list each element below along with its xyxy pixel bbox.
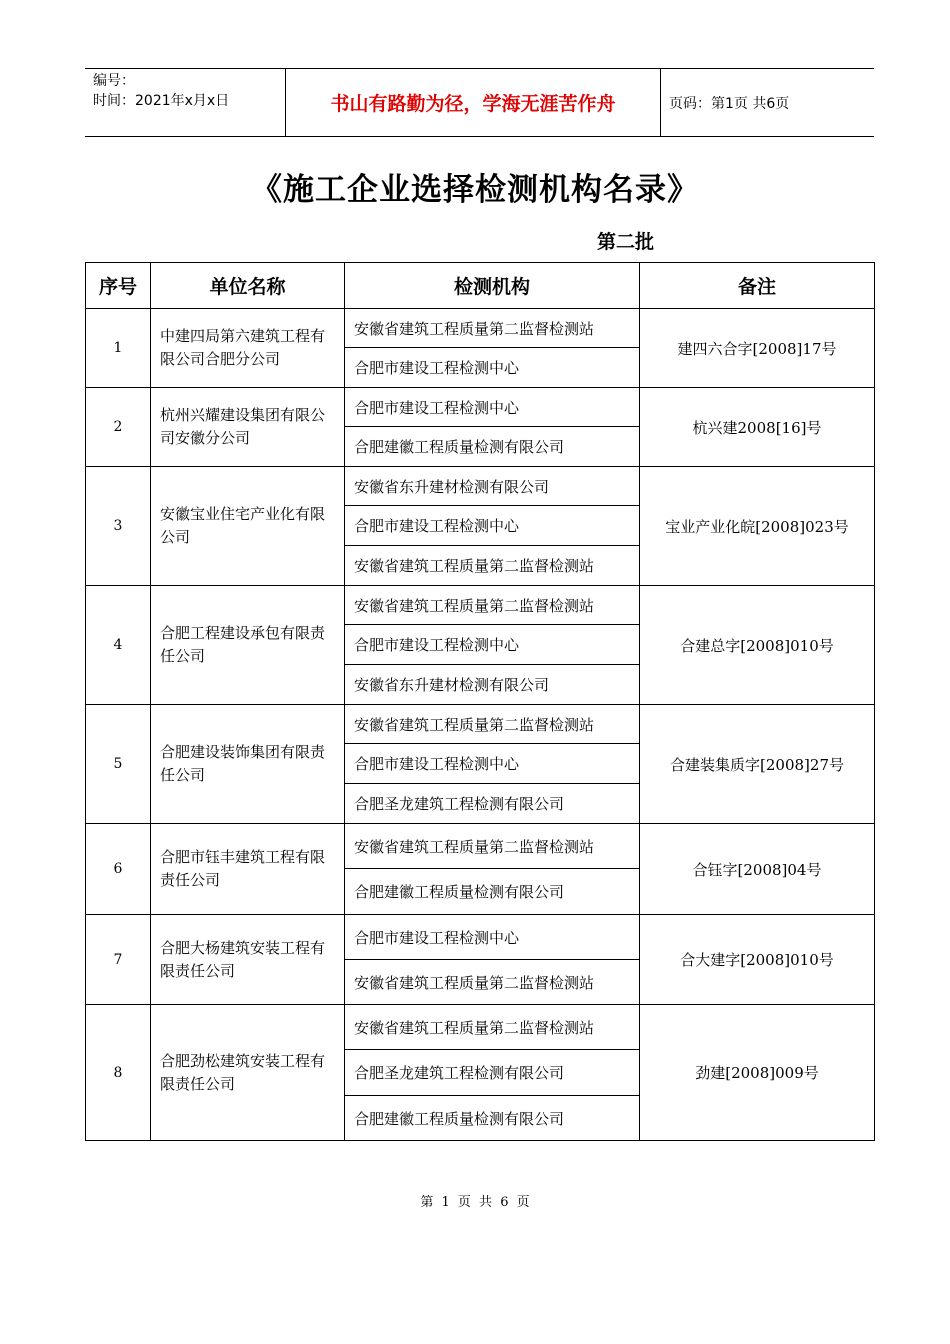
row-unit-name: 合肥大杨建筑安装工程有限责任公司 xyxy=(151,915,345,1005)
row-institution: 合肥圣龙建筑工程检测有限公司 xyxy=(345,784,640,824)
row-note: 合建装集质字[2008]27号 xyxy=(640,705,875,824)
row-institution: 安徽省建筑工程质量第二监督检测站 xyxy=(345,309,640,348)
document-title: 《施工企业选择检测机构名录》 xyxy=(251,172,699,208)
row-institution: 安徽省东升建材检测有限公司 xyxy=(345,467,640,506)
row-note: 宝业产业化皖[2008]023号 xyxy=(640,467,875,586)
row-institution: 合肥市建设工程检测中心 xyxy=(345,506,640,546)
column-header-institution: 检测机构 xyxy=(345,263,640,309)
row-note: 劲建[2008]009号 xyxy=(640,1005,875,1141)
table-row xyxy=(86,915,875,960)
institution-table xyxy=(85,262,875,1141)
table-row xyxy=(86,467,875,506)
row-institution: 合肥市建设工程检测中心 xyxy=(345,915,640,960)
row-seq: 7 xyxy=(86,915,151,1005)
row-seq: 5 xyxy=(86,705,151,824)
row-seq: 4 xyxy=(86,586,151,705)
row-note: 合建总字[2008]010号 xyxy=(640,586,875,705)
row-seq: 1 xyxy=(86,309,151,388)
row-institution: 合肥市建设工程检测中心 xyxy=(345,625,640,665)
row-institution: 合肥市建设工程检测中心 xyxy=(345,744,640,784)
row-institution: 合肥建徽工程质量检测有限公司 xyxy=(345,869,640,915)
row-seq: 6 xyxy=(86,824,151,915)
row-institution: 合肥市建设工程检测中心 xyxy=(345,388,640,427)
row-institution: 安徽省建筑工程质量第二监督检测站 xyxy=(345,824,640,869)
table-header-row xyxy=(86,263,875,309)
table-row xyxy=(86,1005,875,1050)
table-row xyxy=(86,388,875,427)
row-institution: 安徽省建筑工程质量第二监督检测站 xyxy=(345,1005,640,1050)
header-meta xyxy=(85,69,285,136)
row-institution: 安徽省建筑工程质量第二监督检测站 xyxy=(345,546,640,586)
row-institution: 合肥建徽工程质量检测有限公司 xyxy=(345,1096,640,1141)
row-note: 杭兴建2008[16]号 xyxy=(640,388,875,467)
table-row xyxy=(86,824,875,869)
row-seq: 8 xyxy=(86,1005,151,1141)
row-seq: 3 xyxy=(86,467,151,586)
column-header-seq: 序号 xyxy=(86,263,151,309)
row-institution: 安徽省东升建材检测有限公司 xyxy=(345,665,640,705)
row-unit-name: 合肥工程建设承包有限责任公司 xyxy=(151,586,345,705)
row-unit-name: 安徽宝业住宅产业化有限公司 xyxy=(151,467,345,586)
row-unit-name: 合肥市钰丰建筑工程有限责任公司 xyxy=(151,824,345,915)
row-note: 建四六合字[2008]17号 xyxy=(640,309,875,388)
table-body xyxy=(86,309,875,1141)
header-slogan: 书山有路勤为径，学海无涯苦作舟 xyxy=(285,69,661,136)
row-institution: 安徽省建筑工程质量第二监督检测站 xyxy=(345,705,640,744)
row-institution: 合肥市建设工程检测中心 xyxy=(345,348,640,388)
header-page-info: 页码：第1页 共6页 xyxy=(669,95,790,112)
row-unit-name: 合肥劲松建筑安装工程有限责任公司 xyxy=(151,1005,345,1141)
page-footer: 第 1 页 共 6 页 xyxy=(420,1195,530,1210)
row-institution: 安徽省建筑工程质量第二监督检测站 xyxy=(345,586,640,625)
batch-label: 第二批 xyxy=(597,231,655,253)
table-row xyxy=(86,586,875,625)
row-note: 合钰字[2008]04号 xyxy=(640,824,875,915)
row-note: 合大建字[2008]010号 xyxy=(640,915,875,1005)
page-header xyxy=(85,68,874,137)
document-number: 编号： xyxy=(93,73,135,89)
document-time: 时间：2021年x月x日 xyxy=(93,93,230,109)
row-seq: 2 xyxy=(86,388,151,467)
column-header-note: 备注 xyxy=(640,263,875,309)
table-row xyxy=(86,705,875,744)
row-unit-name: 杭州兴耀建设集团有限公司安徽分公司 xyxy=(151,388,345,467)
column-header-unit: 单位名称 xyxy=(151,263,345,309)
row-institution: 合肥圣龙建筑工程检测有限公司 xyxy=(345,1050,640,1096)
row-institution: 合肥建徽工程质量检测有限公司 xyxy=(345,427,640,467)
row-unit-name: 中建四局第六建筑工程有限公司合肥分公司 xyxy=(151,309,345,388)
row-unit-name: 合肥建设装饰集团有限责任公司 xyxy=(151,705,345,824)
table-row xyxy=(86,309,875,348)
row-institution: 安徽省建筑工程质量第二监督检测站 xyxy=(345,960,640,1005)
